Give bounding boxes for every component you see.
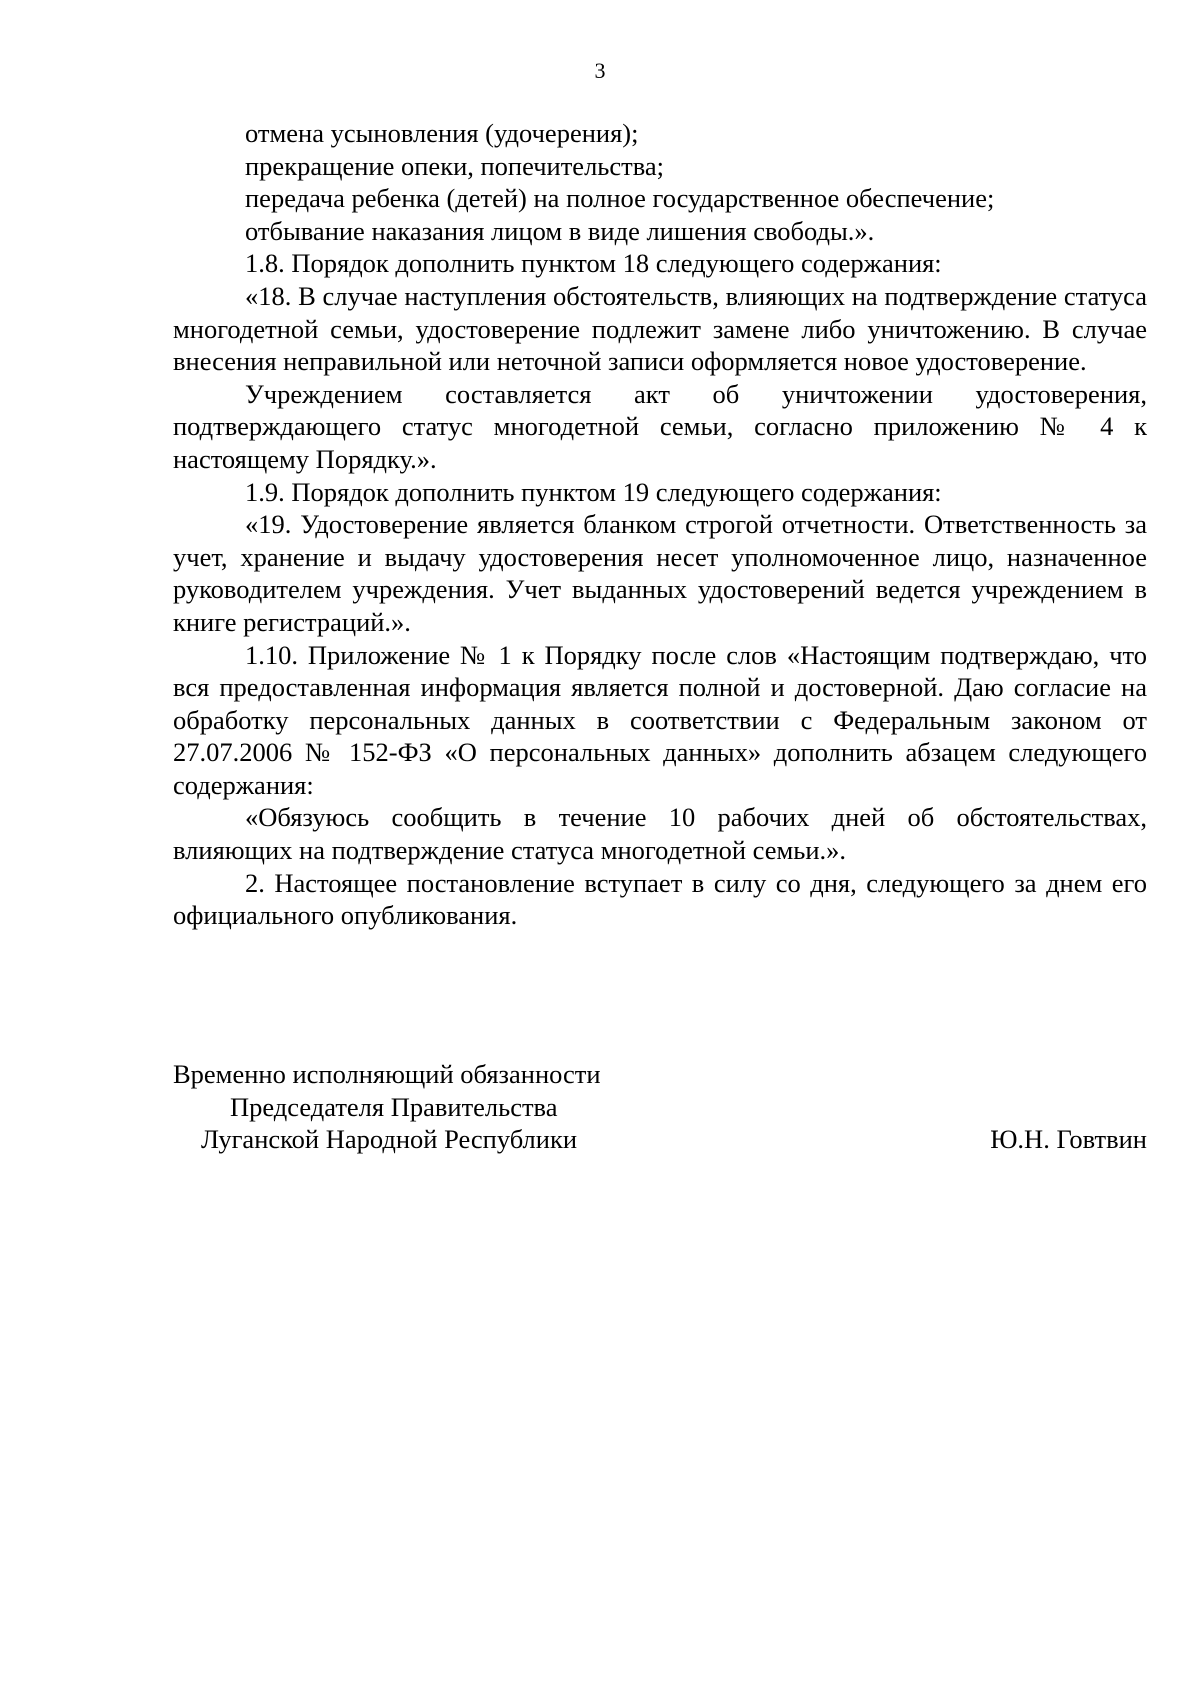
signature-block <box>173 1058 1147 1156</box>
paragraph: отбывание наказания лицом в виде лишения свободы.». <box>245 215 875 246</box>
signatory-title-line-1 <box>173 1058 1147 1091</box>
paragraph: «19. Удостоверение является бланком строгой отчетности. Ответственность за учет, хранение и выдачу удостоверения несет уполномоченное лицо, назначенное руководителем учреждения. Учет выданных удостоверений ведется учреждением в книге регистраций.». <box>173 509 1147 637</box>
signatory-title-text: Временно исполняющий обязанности <box>173 1059 601 1089</box>
signatory-title-line-3 <box>173 1123 1147 1156</box>
document-body <box>173 117 1147 932</box>
paragraph: 1.10. Приложение № 1 к Порядку после слов «Настоящим подтверждаю, что вся предоставленная информация является полной и достоверной. Даю согласие на обработку персональных данных в соответствии с Федеральным законом от 27.07.2006 № 152-ФЗ «О персональных данных» дополнить абзацем следующего содержания: <box>173 639 1147 800</box>
signatory-name: Ю.Н. Говтвин <box>990 1124 1147 1155</box>
signatory-title-text: Луганской Народной Республики <box>201 1124 578 1155</box>
paragraph: «Обязуюсь сообщить в течение 10 рабочих дней об обстоятельствах, влияющих на подтверждение статуса многодетной семьи.». <box>173 802 1147 866</box>
paragraph: отмена усыновления (удочерения); <box>245 118 639 148</box>
paragraph: 1.8. Порядок дополнить пунктом 18 следующего содержания: <box>245 248 942 279</box>
page-number: 3 <box>594 58 606 83</box>
paragraph: прекращение опеки, попечительства; <box>245 150 665 181</box>
paragraph: 2. Настоящее постановление вступает в силу со дня, следующего за днем его официального опубликования. <box>173 867 1147 931</box>
signatory-title-line-2 <box>173 1091 1147 1124</box>
paragraph: 1.9. Порядок дополнить пунктом 19 следующего содержания: <box>245 476 942 507</box>
paragraph: «18. В случае наступления обстоятельств, влияющих на подтверждение статуса многодетной семьи, удостоверение подлежит замене либо уничтожению. В случае внесения неправильной или неточной записи оформляется новое удостоверение. <box>173 280 1147 377</box>
signatory-title-text: Председателя Правительства <box>230 1091 558 1122</box>
paragraph: передача ребенка (детей) на полное государственное обеспечение; <box>245 183 995 214</box>
paragraph: Учреждением составляется акт об уничтожении удостоверения, подтверждающего статус многодетной семьи, согласно приложению № 4 к настоящему Порядку.». <box>173 378 1147 474</box>
